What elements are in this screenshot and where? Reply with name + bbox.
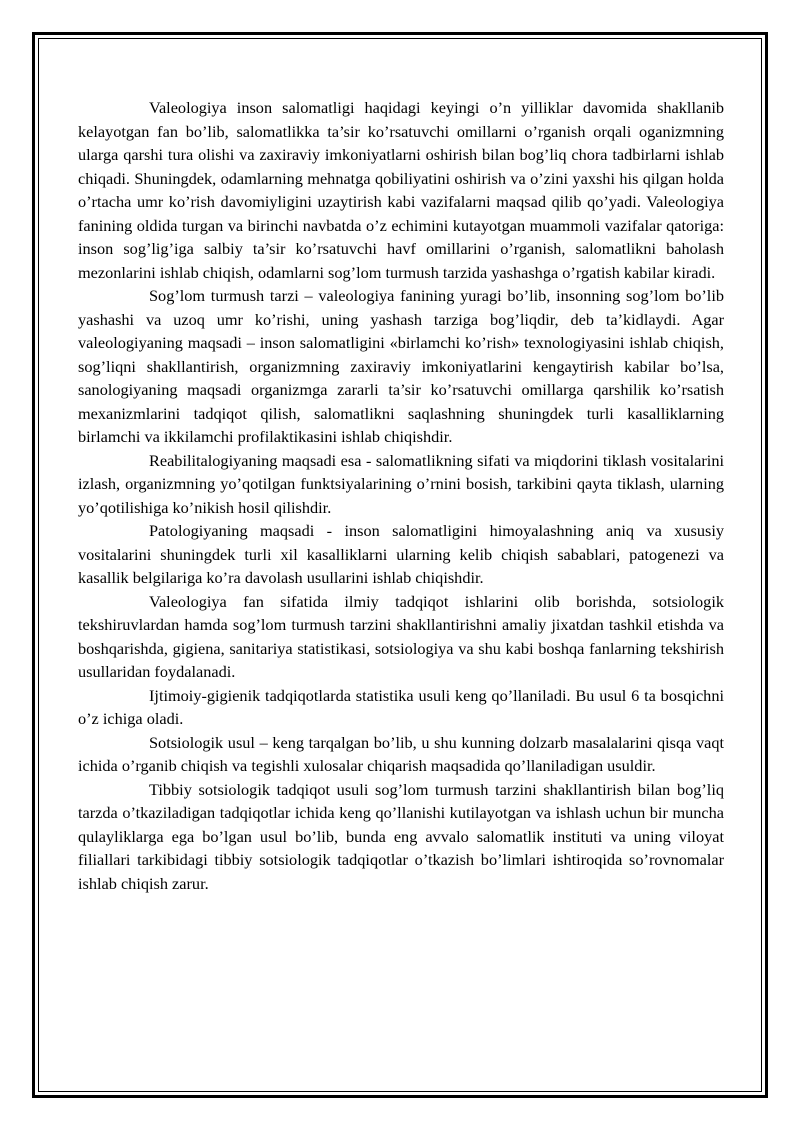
document-body <box>78 96 724 895</box>
paragraph-valeologiya-methods: Valeologiya fan sifatida ilmiy tadqiqot ishlarini olib borishda, sotsiologik tekshiruvlardan hamda sog’lom turmush tarzini shakllantirishni amaliy jixatdan tashkil etishda va boshqarishda, gigiena, sanitariya statistikasi, sotsiologiya va shu kabi boshqa fanlarning tekshirish usullaridan foydalanadi. <box>78 591 724 681</box>
paragraph-patologiya: Patologiyaning maqsadi - inson salomatligini himoyalashning aniq va xususiy vositalarini shuningdek turli xil kasalliklarni ularning kelib chiqish sabablari, patogenezi va kasallik belgilariga ko’ra davolash usullarini ishlab chiqishdir. <box>78 521 724 587</box>
paragraph-reabilitalogiya: Reabilitalogiyaning maqsadi esa - salomatlikning sifati va miqdorini tiklash vositalarini izlash, organizmning yo’qotilgan funktsiyalarining o’rnini bosish, tarkibini qayta tiklash, ularning yo’qotilishiga ko’nikish hosil qilishdir. <box>78 450 724 517</box>
paragraph-sotsiologik-usul: Sotsiologik usul – keng tarqalgan bo’lib, u shu kunning dolzarb masalalarini qisqa vaqt ichida o’rganib chiqish va tegishli xulosalar chiqarish maqsadida qo’llaniladigan usuldir. <box>78 732 724 775</box>
paragraph-valeologiya-intro: Valeologiya inson salomatligi haqidagi keyingi o’n yilliklar davomida shakllanib kelayotgan fan bo’lib, salomatlikka ta’sir ko’rsatuvchi omillarni o’rganish orqali oganizmning ularga qarshi tura olishi va zaxiraviy imkoniyatlarni oshirish bilan bog’liq chora tadbirlarni ishlab chiqadi. Shuningdek, odamlarning mehnatga qobiliyatini oshirish va o’zini yaxshi his qilgan holda o’rtacha umr ko’rish davomiyligini uzaytirish kabi vazifalarni maqsad qilib qo’yadi. Valeologiya fanining oldida turgan va birinchi navbatda o’z echimini kutayotgan muammoli vazifalar qatoriga: inson sog’lig’iga salbiy ta’sir ko’rsatuvchi havf omillarini o’rganish, salomatlikni baholash mezonlarini ishlab chiqish, odamlarni sog’lom turmush tarzida yashashga o’rgatish kabilar kiradi. <box>78 98 724 282</box>
paragraph-tibbiy-sotsiologik: Tibbiy sotsiologik tadqiqot usuli sog’lom turmush tarzini shakllantirish bilan bog’liq tarzda o’tkaziladigan tadqiqotlar ichida keng qo’llanishi kutilayotgan va ishlash uchun bir muncha qulayliklarga ega bo’lgan usul bo’lib, bunda eng avvalo salomatlik instituti va uning viloyat filiallari tarkibidagi tibbiy sotsiologik tadqiqotlar o’tkazish bo’limlari ishtiroqida so’rovnomalar ishlab chiqish zarur. <box>78 779 724 893</box>
paragraph-statistika-usuli: Ijtimoiy-gigienik tadqiqotlarda statistika usuli keng qo’llaniladi. Bu usul 6 ta bosqichni o’z ichiga oladi. <box>78 685 724 728</box>
paragraph-sog-lom-turmush-tarzi: Sog’lom turmush tarzi – valeologiya fanining yuragi bo’lib, insonning sog’lom bo’lib yashashi va uzoq umr ko’rishi, uning yashash tarziga bog’liqdir, deb ta’kidlaydi. Agar valeologiyaning maqsadi – inson salomatligini «birlamchi ko’rish» texnologiyasini ishlab chiqish, sog’liqni shakllantirish, organizmning zaxiraviy imkoniyatlarini kengaytirish kabilar bo’lsa, sanologiyaning maqsadi organizmga zararli ta’sir ko’rsatuvchi omillarga qarshilik ko’rsatish mexanizmlarini tadqiqot qilish, salomatlikni saqlashning shuningdek turli kasalliklarning birlamchi va ikkilamchi profilaktikasini ishlab chiqishdir. <box>78 286 724 446</box>
